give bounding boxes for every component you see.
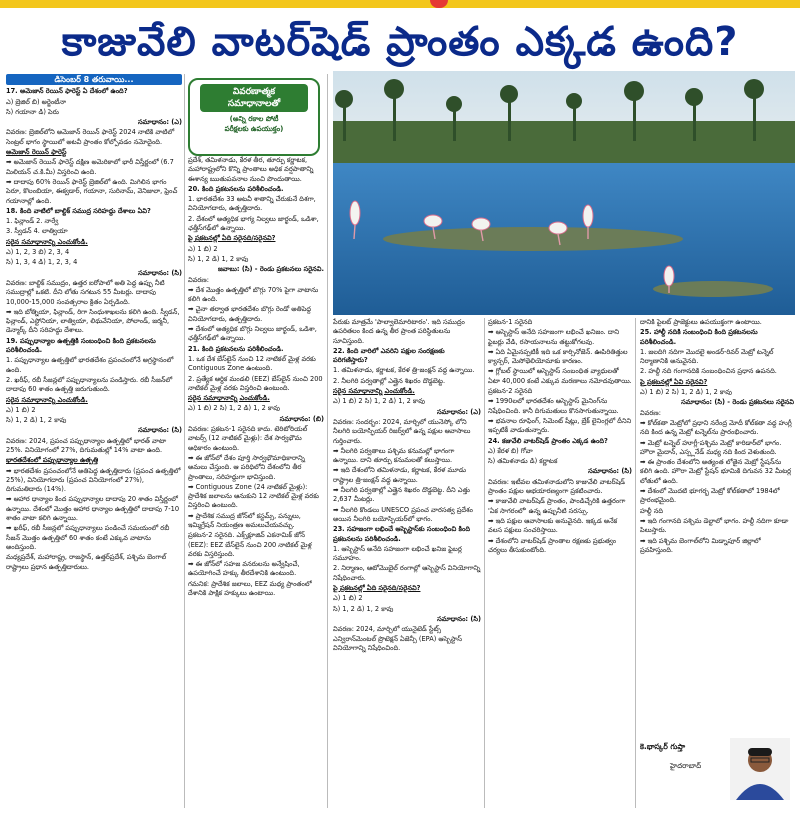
body-paragraph: గమనిక: ప్రాదేశిక జలాలు, EEZ మధ్య ప్రాంతంలో దేశానికి పాక్షిక హక్కులు ఉంటాయి. <box>188 579 312 598</box>
body-paragraph: సి) గయానా డి) పెరు <box>6 107 59 116</box>
author-place: హైదరాబాద్ <box>670 762 702 770</box>
answer-line: సమాధానం: (సి) - రెండు ప్రకటనలు సరైనవి <box>681 398 794 407</box>
body-paragraph: ఎ) 1 బి) 2 సి) 1, 2 డి) 1, 2 కావు <box>640 388 732 397</box>
column-3-body <box>333 318 481 653</box>
author-portrait <box>730 738 790 800</box>
body-paragraph: 1. తమిళనాడు, కర్ణాటక, కేరళ త్రి-జంక్షన్ వద్ద ఉన్నాయి. <box>333 366 475 375</box>
body-paragraph: ➡ ఈ జోన్‌లో సహజ వనరులను అన్వేషించే, ఉపయోగించే హక్కు తీరదేశానికి ఉంటుంది. <box>188 560 300 578</box>
page-headline: కాజువేలి వాటర్‌షెడ్ ప్రాంతం ఎక్కడ ఉంది? <box>61 19 739 65</box>
body-paragraph: 1. ఆస్బెస్టాస్ అనేది సహజంగా లభించే ఖనిజ ఫైబర్ల సమూహం. <box>333 544 462 563</box>
badge-line-1: వివరణాత్మక <box>232 87 276 97</box>
column-divider <box>484 318 485 808</box>
question-text: 20. కింది ప్రకటనలను పరిశీలించండి. <box>188 184 284 193</box>
section-heading: సరైన సమాధానాన్ని ఎంచుకోండి. <box>333 387 415 396</box>
answer-line: సమాధానం: (బి) <box>279 414 324 423</box>
badge-line-4: పరీక్షలకు ఉపయుక్తం) <box>224 125 284 133</box>
answer-line: సమాధానం: (ఎ) <box>437 407 481 416</box>
body-paragraph: వివరణ: 2024, మార్చిలో యునైటెడ్ స్టేట్స్ ఎన్విరాన్‌మెంటల్ ప్రొటెక్షన్ ఏజెన్సీ (EPA) ఆస్బెస్టాస్ వినియోగాన్ని నిషేధించింది. <box>333 625 462 652</box>
body-paragraph: 1. భారతదేశం 33 అటవీ శాతాన్ని చేరుకునే దిశగా, వినియోగదారు, ఉత్పత్తిదారు. <box>188 195 316 213</box>
body-paragraph: ➡ ఆహార ధాన్యాల కింద పప్పుధాన్యాల దాదాపు 20 శాతం విస్తీర్ణంలో ఉన్నాయి. దేశంలో మొత్తం ఆహార ధాన్యాల ఉత్పత్తిలో దాదాపు 7-10 శాతం వాటా కలిగి ఉన్నాయి. <box>6 495 180 523</box>
question-text: 19. పప్పుధాన్యాల ఉత్పత్తికి సంబంధించి కింది ప్రకటనలను పరిశీలించండి. <box>6 336 156 355</box>
body-paragraph: ➡ ఖరీఫ్, రబీ సీజన్లలో పప్పుధాన్యాలు పండించే సమయంలో రబీ సీజన్ మొత్తం ఉత్పత్తిలో 60 శాతం కంటే ఎక్కువ వాటాను అందిస్తుంది. <box>6 524 170 551</box>
top-accent-bar <box>0 0 800 8</box>
body-paragraph: సి) 1, 3, 4 డి) 1, 2, 3, 4 <box>6 258 78 267</box>
answer-line: సమాధానం: (సి) <box>437 614 481 623</box>
body-paragraph: ఎ) 1 బి) 2 <box>188 244 218 253</box>
body-paragraph: ➡ నీలగిరి పర్వతాల్లో ఎత్తైన శిఖరం దొడ్డబెట్ట. దీని ఎత్తు 2,637 మీటర్లు. <box>333 486 470 504</box>
body-paragraph: సి) 1, 2 డి) 1, 2 కావు <box>333 604 394 613</box>
body-paragraph: వివరణ: బాల్టిక్ సముద్రం, ఉత్తర ఐరోపాలో అతి పెద్ద ఉప్పు నీటి సముద్రాల్లో ఒకటి. దీని లోతు సగటున 55 మీటర్లు. దాదాపు 10,000-15,000 సంవత్సరాల క్రితం ఏర్పడింది. <box>6 278 165 306</box>
body-paragraph: ➡ చైనా తర్వాత భారతదేశం బొగ్గు రెండో అతిపెద్ద వినియోగదారు, ఉత్పత్తిదారు. <box>188 305 312 323</box>
section-heading: భారతదేశంలో పప్పుధాన్యాల ఉత్పత్తి <box>6 456 99 465</box>
section-heading: పై ప్రకటనల్లో ఏది సరైనది/సరైనవి? <box>333 584 421 593</box>
body-paragraph: ఎ) 1 బి) 2 <box>6 405 36 414</box>
body-paragraph: ➡ ఈ ప్రాంతం దేశంలోని అత్యంత లోతైన మెట్రో స్టేషన్‌ను కలిగి ఉంది. హౌరా మెట్రో స్టేషన్ భూమికి దిగువన 32 మీటర్ల లోతులో ఉంది. <box>640 458 792 485</box>
body-paragraph: ➡ ఇది గంగానది పశ్చిమ డెల్టాలో భాగం. హల్దీ నదిగా కూడా పిలుస్తారు. <box>640 516 789 535</box>
question-text: 25. హాల్దీ నదికి సంబంధించి కింది ప్రకటనలను పరిశీలించండి. <box>640 328 758 346</box>
wetland-photo-illustration <box>333 71 795 315</box>
body-paragraph: ➡ ఇది పక్షుల ఆవాసాలకు అనువైనది. ఇక్కడ అనేక వలస పక్షులు సంచరిస్తాయి. <box>488 516 618 535</box>
body-paragraph: వివరణ: <box>640 408 661 417</box>
body-paragraph: ఎ) 1 బి) 2 <box>333 594 363 603</box>
column-1 <box>6 74 182 808</box>
body-paragraph: వివరణ: సందర్భం: 2024, మార్చిలో యునెస్కో లోని నీలగిరి బయోస్ఫియర్ రిజర్వ్‌లో ఉన్న పక్షుల ఆవాసాలు గుర్తించారు. <box>333 417 471 445</box>
body-paragraph: ఎ) కేరళ బి) గోవా <box>488 446 533 455</box>
body-paragraph: ➡ అమెజాన్ రెయిన్ ఫారెస్ట్ దక్షిణ అమెరికాలో భారీ విస్తీర్ణంలో (6.7 మిలియన్ చ.కి.మీ) విస్తరించి ఉంది. <box>6 158 174 176</box>
top-accent-notch <box>430 0 448 8</box>
body-paragraph: ➡ ఇది పశ్చిమ బెంగాల్‌లోని మిడ్నాపూర్ జిల్లాలో ప్రవహిస్తుంది. <box>640 536 761 554</box>
badge-title <box>200 84 308 112</box>
question-text: 22. కింది వారిలో ఎవరిని పక్షుల సంరక్షణకు పరిగణిస్తారు? <box>333 346 445 365</box>
answer-line: సమాధానం: (సి) <box>138 268 182 277</box>
body-paragraph: 3. స్వీడన్ 4. లాత్వియా <box>6 227 68 236</box>
body-paragraph: ➡ దేశంలో మొదటి భూగర్భ మెట్రో కోల్‌కతాలో 1984లో ప్రారంభమైంది. <box>640 487 780 505</box>
answer-line: సమాధానం: (ఎ) <box>138 118 182 127</box>
column-3 <box>333 318 481 808</box>
body-paragraph: 1. ఫిన్లాండ్ 2. నార్వే <box>6 217 59 226</box>
body-paragraph: 1. జలదిగి నదిగా మొదలై అండర్-రివర్ మెట్రో టన్నెల్ నిర్మాణానికి అనువైనది. <box>640 347 774 366</box>
column-1-body <box>6 87 182 572</box>
section-heading: పై ప్రకటనల్లో ఏది సరైనది/సరైనవి? <box>188 234 276 243</box>
body-paragraph: ప్రకటన-2 సరైనది. ఎక్స్‌క్లూజివ్ ఎకనామిక్ జోన్ (EEZ): EEZ బేస్‌లైన్ నుంచి 200 నాటికల్ మైళ్ల వరకు విస్తరిస్తుంది. <box>188 531 312 558</box>
body-paragraph: ఎ) 1 బి) 2 సి) 1, 2 డి) 1, 2 కావు <box>188 404 280 413</box>
body-paragraph: 2. ఖరీఫ్, రబీ సీజన్లలో పప్పుధాన్యాలను పండిస్తారు. రబీ సీజన్‌లో దాదాపు 60 శాతం ఉత్పత్తి జరుగుతుంది. <box>6 375 173 394</box>
question-text: 24. కజువేలి వాటర్‌షెడ్ ప్రాంతం ఎక్కడ ఉంది? <box>488 436 608 445</box>
body-paragraph: 2. నిర్మాణం, ఆటోమొబైల్ రంగాల్లో ఆస్బెస్టాస్ వినియోగాన్ని నిషేధించారు. <box>333 564 481 582</box>
section-heading: సరైన సమాధానాన్ని ఎంచుకోండి. <box>6 237 88 246</box>
body-paragraph: 2. నీలగిరి పర్వతాల్లో ఎత్తైన శిఖరం దొడ్డబెట్ట. <box>333 376 446 385</box>
body-paragraph: సి) తమిళనాడు డి) కర్ణాటక <box>488 457 558 466</box>
body-paragraph: ➡ మెట్రో టన్నెల్ హూగ్లీ-పశ్చిమ మెట్రో కారిడార్‌లో భాగం. హౌరా మైదాన్, ఎస్ప్లనేడ్ మధ్య నది కింద వెళుతుంది. <box>640 438 782 456</box>
body-paragraph: ➡ ఈ జోన్‌లో దేశం పూర్తి సార్వభౌమాధికారాన్ని అమలు చేస్తుంది. ఆ పరిధిలోని దేశంలోని తీర ప్రాంతాలు, సరిహద్దుగా భావిస్తుంది. <box>188 453 305 481</box>
body-paragraph: ➡ భవనాల రూఫింగ్, సిమెంట్ షీట్లు, బ్రేక్ లైనింగ్లలో దీనిని ఇప్పటికీ వాడుతున్నారు. <box>488 416 632 435</box>
body-paragraph: వివరణ: <box>188 275 209 284</box>
body-paragraph: ➡ ఏది ఏమైనప్పటికీ ఇది ఒక కార్సినోజెన్. ఊపిరితిత్తుల క్యాన్సర్, మెసోథెలియోమాకు కారణం. <box>488 347 628 366</box>
body-paragraph: ఎ) బ్రెజిల్ బి) అర్జెంటీనా <box>6 97 67 106</box>
column-4-body <box>488 318 632 555</box>
body-paragraph: సి) 1, 2 డి) 1, 2 కావు <box>6 416 67 425</box>
body-paragraph: ➡ భారతదేశం ప్రపంచంలోనే అతిపెద్ద ఉత్పత్తిదారు (ప్రపంచ ఉత్పత్తిలో 25%), వినియోగదారు (ప్రపంచ వినియోగంలో 27%), దిగుమతిదారు (14%). <box>6 466 181 494</box>
author-name: కె.భాస్కర్ గుప్తా <box>640 742 686 751</box>
wetland-birds-photo <box>333 71 795 315</box>
body-paragraph: ప్రదేశ్, తమిళనాడు, కేరళ తీర, తూర్పు కర్ణాటక, మహారాష్ట్రలోని కొన్ని ప్రాంతాలు అధిక వర్షపాతాన్ని ఈశాన్య ఋతుపవనాల నుంచి పొందుతాయి. <box>188 156 314 183</box>
column-2-body <box>188 156 324 598</box>
body-paragraph: ➡ దేశంలో అత్యధిక బొగ్గు నిల్వలు జార్ఖండ్, ఒడిశా, ఛత్తీస్‌గఢ్‌లో ఉన్నాయి. <box>188 325 317 343</box>
column-5 <box>640 318 794 734</box>
body-paragraph: వివరణ: 2024, ప్రపంచ పప్పుధాన్యాల ఉత్పత్తిలో భారత్ వాటా 25%. వినియోగంలో 27%, దిగుమతుల్లో 14% వాటా ఉంది. <box>6 436 167 454</box>
body-paragraph: ప్రకటన-1 సరైనది <box>488 318 533 326</box>
body-paragraph: వివరణ: ప్రకటన-1 సరైనది కాదు. టెరిటోరియల్ వాటర్స్ (12 నాటికల్ మైళ్లు): దేశ సార్వభౌమ అధికారం ఉంటుంది. <box>188 425 308 452</box>
question-text: 17. అమెజాన్ రెయిన్ ఫారెస్ట్ ఏ దేశంలో ఉంది? <box>6 87 128 96</box>
body-paragraph: 1. పప్పుధాన్యాల ఉత్పత్తిలో భారతదేశం ప్రపంచంలోనే అగ్రస్థానంలో ఉంది. <box>6 356 174 374</box>
body-paragraph: ➡ నీలగిరి కొండలు UNESCO ప్రపంచ వారసత్వ ప్రదేశం అయిన నీలగిరి బయోస్ఫియర్‌లో భాగం. <box>333 505 474 523</box>
question-text: 23. సహజంగా లభించే ఆస్బెస్టాస్‌కు సంబంధించి కింది ప్రకటనలను పరిశీలించండి. <box>333 525 470 543</box>
body-paragraph: ➡ ఇది దేశంలోని తమిళనాడు, కర్ణాటక, కేరళ మూడు రాష్ట్రాల త్రి-జంక్షన్ వద్ద ఉన్నాయి. <box>333 466 467 484</box>
column-divider <box>327 74 328 808</box>
question-text: 18. కింది వాటిలో బాల్టిక్ సముద్ర సరిహద్దు దేశాలు ఏవి? <box>6 206 151 215</box>
column-4 <box>488 318 632 808</box>
column-5-body <box>640 318 794 555</box>
section-heading: సరైన సమాధానాన్ని ఎంచుకోండి. <box>6 395 88 404</box>
column-2 <box>188 156 324 808</box>
body-paragraph: ➡ ఆస్బెస్టాస్ అనేది సహజంగా లభించే ఖనిజం. దాని ఫైబర్లు వేడి, రసాయనాలను తట్టుకోగలవు. <box>488 328 620 346</box>
body-paragraph: హల్దీ నది <box>640 506 664 515</box>
body-paragraph: 2. దేశంలో అత్యధిక భాగ్య నిల్వలు జార్ఖండ్, ఒడిశా, ఛత్తీస్‌గఢ్‌లో ఉన్నాయి. <box>188 214 319 233</box>
body-paragraph: ➡ నీలగిరి పర్వతాలు పశ్చిమ కనుమల్లో భాగంగా ఉన్నాయి. దాని తూర్పు కనుమలతో కలుస్తాయి. <box>333 446 455 465</box>
body-paragraph: ➡ కోల్‌కతా మెట్రోలో ప్రధాని నరేంద్ర మోదీ కోల్‌కతా వద్ద హుగ్లీ నది కింద ఉన్న మెట్రో టన్నెల్‌ను ప్రారంభించారు. <box>640 418 792 437</box>
body-paragraph: 2. హల్దీ నది గంగానదికి సంబంధించిన ప్రధాన ఉపనది. <box>640 367 777 376</box>
section-heading: సరైన సమాధానాన్ని ఎంచుకోండి. <box>188 394 270 403</box>
badge-line-3: (అన్ని రకాల పోటీ <box>229 115 279 123</box>
explanation-badge <box>188 78 320 156</box>
answer-line: సమాధానం: (సి) <box>138 426 182 435</box>
column-divider <box>184 74 185 808</box>
answer-line: జవాబు: (సి) - రెండు ప్రకటనలు సరైనవి. <box>217 265 324 274</box>
badge-line-2: సమాధానాలతో <box>227 99 281 109</box>
body-paragraph: ➡ గ్లోబల్ స్థాయిలో ఆస్బెస్టాస్ సంబంధిత వ్యాధులతో ఏటా 40,000 కంటే ఎక్కువ మరణాలు నమోదవుతాయి. <box>488 367 632 385</box>
section-heading: పై ప్రకటనల్లో ఏవి సరైనవి? <box>640 377 708 386</box>
answer-line: సమాధానం: (సి) <box>588 467 632 476</box>
body-paragraph: ➡ 1990లలో భారతదేశం ఆస్బెస్టాస్ మైనింగ్‌ను నిషేధించింది. కానీ దిగుమతులు కొనసాగుతున్నాయి. <box>488 397 619 415</box>
body-paragraph: ➡ Contiguous Zone (24 నాటికల్ మైళ్లు): ప్రాదేశిక జలాలను ఆనుకుని 12 నాటికల్ మైళ్ల వరకు విస్తరించి ఉంటుంది. <box>188 482 319 510</box>
body-paragraph: ➡ ఇది బోత్నియా, ఫిన్లాండ్, రిగా సింధుశాఖలను కలిగి ఉంది. స్వీడన్, ఫిన్లాండ్, ఎస్టోనియా, లాత్వియా, లిథువేనియా, పోలాండ్, జర్మనీ, డెన్మార్క్ దీని సరిహద్దు దేశాలు. <box>6 307 180 335</box>
section-heading: అమెజాన్ రెయిన్ ఫారెస్ట్ <box>6 148 67 157</box>
question-text: 21. కింది ప్రకటనలను పరిశీలించండి. <box>188 344 284 353</box>
author-byline <box>640 738 790 800</box>
body-paragraph: ➡ కాజువేలి వాటర్‌షెడ్ ప్రాంతం, పాండిచ్చేరికి ఉత్తరంగా 'ఏక సాగరంలో' ఉన్న ఉప్పునీటి సరస్సు. <box>488 497 626 515</box>
body-paragraph: 2. ప్రత్యేక ఆర్థిక మండలి (EEZ) బేస్‌లైన్ నుంచి 200 నాటికల్ మైళ్ల వరకు విస్తరించి ఉంటుంది. <box>188 374 323 392</box>
body-paragraph: ➡ దాదాపు 60% రెయిన్ ఫారెస్ట్ బ్రెజిల్‌లో ఉంది. మిగిలిన భాగం పెరూ, కొలంబియా, ఈక్వడార్, గయానా, సురినామ్, వెనిజులా, ఫ్రెంచ్ గయానాల్లో ఉంది. <box>6 177 178 205</box>
body-paragraph: దానికి పైలట్ ప్రాజెక్టులు ఉపయుక్తంగా ఉంటాయి. <box>640 318 762 326</box>
column-divider <box>635 318 636 808</box>
body-paragraph: పేరుకు మాత్రమే 'పాల్వాలెమారిటారం'. ఇది సముద్రం ఉపరితలం కింద ఉన్న తీర ప్రాంత పరిస్థితులను సూచిస్తుంది. <box>333 318 465 345</box>
body-paragraph: సి) 1, 2 డి) 1, 2 కావు <box>188 254 249 263</box>
body-paragraph: వివరణ: ఇటీవల తమిళనాడులోని కాజువేలి వాటర్‌షెడ్ ప్రాంతం పక్షుల అభయారణ్యంగా ప్రకటించారు. <box>488 477 626 496</box>
continuation-date-tag: డిసెంబర్ 8 తరువాయి... <box>6 74 182 85</box>
body-paragraph: ➡ దేశ మొత్తం ఉత్పత్తిలో బొగ్గు 70% పైగా వాటాను కలిగి ఉంది. <box>188 285 319 304</box>
body-paragraph: వివరణ: బ్రెజిల్‌లోని అమెజాన్ రెయిన్ ఫారెస్ట్ 2024 నాటికి వాటిలో సెంట్రల్ భాగం స్థాయిలో అటవీ ప్రాంతం కోల్పోవడం నమోదైంది. <box>6 128 175 146</box>
body-paragraph: మధ్యప్రదేశ్, మహారాష్ట్ర, రాజస్థాన్, ఉత్తర్‌ప్రదేశ్, పశ్చిమ బెంగాల్ రాష్ట్రాలు ప్రధాన ఉత్పత్తిదారులు. <box>6 553 167 571</box>
body-paragraph: ఎ) 1, 2, 3 బి) 2, 3, 4 <box>6 248 70 257</box>
body-paragraph: ➡ దేశంలోని వాటర్‌షెడ్ ప్రాంతాల రక్షణకు ప్రభుత్వం చర్యలు తీసుకుంటోంది. <box>488 536 617 554</box>
body-paragraph: 1. ఒక దేశ బేస్‌లైన్ నుంచి 12 నాటికల్ మైళ్ల వరకు Contiguous Zone ఉంటుంది. <box>188 354 316 373</box>
body-paragraph: ➡ ప్రాదేశిక సముద్ర జోన్‌లో కస్టమ్స్, పన్నులు, ఇమ్మిగ్రేషన్ నియంత్రణ అమలుచేయవచ్చు. <box>188 511 301 529</box>
body-paragraph: ప్రకటన-2 సరైనది <box>488 387 533 396</box>
body-paragraph: ఎ) 1 బి) 2 సి) 1, 2 డి) 1, 2 కావు <box>333 397 425 406</box>
